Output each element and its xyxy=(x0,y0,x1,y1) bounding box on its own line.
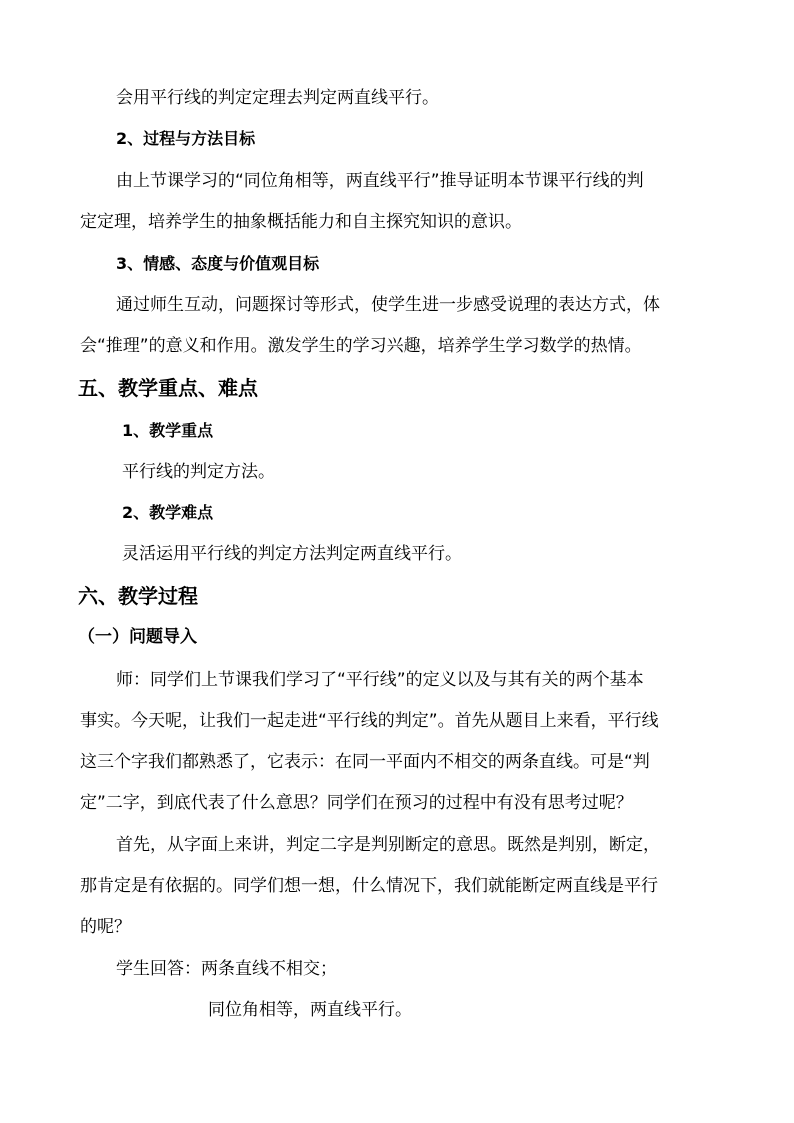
section-heading: 3、情感、态度与价值观目标 xyxy=(116,254,320,273)
paragraph-line: 这三个字我们都熟悉了，它表示：在同一平面内不相交的两条直线。可是“判 xyxy=(80,752,650,772)
paragraph-line: 定定理，培养学生的抽象概括能力和自主探究知识的意识。 xyxy=(80,212,522,232)
paragraph-line: 那肯定是有依据的。同学们想一想，什么情况下，我们就能断定两直线是平行 xyxy=(80,876,658,896)
paragraph-line: 会用平行线的判定定理去判定两直线平行。 xyxy=(116,88,439,108)
paragraph-line: 由上节课学习的“同位角相等，两直线平行”推导证明本节课平行线的判 xyxy=(116,171,644,191)
subsection-heading: （一）问题导入 xyxy=(78,627,197,647)
paragraph-line: 平行线的判定方法。 xyxy=(122,462,275,482)
paragraph-line: 灵活运用平行线的判定方法判定两直线平行。 xyxy=(122,544,462,564)
paragraph-line: 首先，从字面上来讲，判定二字是判别断定的意思。既然是判别，断定， xyxy=(116,835,660,855)
section-heading: 2、教学难点 xyxy=(122,503,214,522)
paragraph-line: 的呢？ xyxy=(80,917,131,937)
paragraph-line: 通过师生互动，问题探讨等形式，使学生进一步感受说理的表达方式，体 xyxy=(116,295,660,315)
section-heading: 1、教学重点 xyxy=(122,421,214,440)
section-heading: 2、过程与方法目标 xyxy=(116,129,256,148)
paragraph-line: 会“推理”的意义和作用。激发学生的学习兴趣，培养学生学习数学的热情。 xyxy=(80,336,642,356)
paragraph-line: 师：同学们上节课我们学习了“平行线”的定义以及与其有关的两个基本 xyxy=(116,670,644,690)
chapter-heading: 五、教学重点、难点 xyxy=(78,376,258,400)
chapter-heading: 六、教学过程 xyxy=(78,584,198,608)
paragraph-line: 学生回答：两条直线不相交； xyxy=(116,959,337,979)
paragraph-line: 定”二字，到底代表了什么意思？同学们在预习的过程中有没有思考过呢？ xyxy=(80,793,633,813)
paragraph-line: 同位角相等，两直线平行。 xyxy=(208,1000,412,1020)
paragraph-line: 事实。今天呢，让我们一起走进“平行线的判定”。首先从题目上来看，平行线 xyxy=(80,711,659,731)
